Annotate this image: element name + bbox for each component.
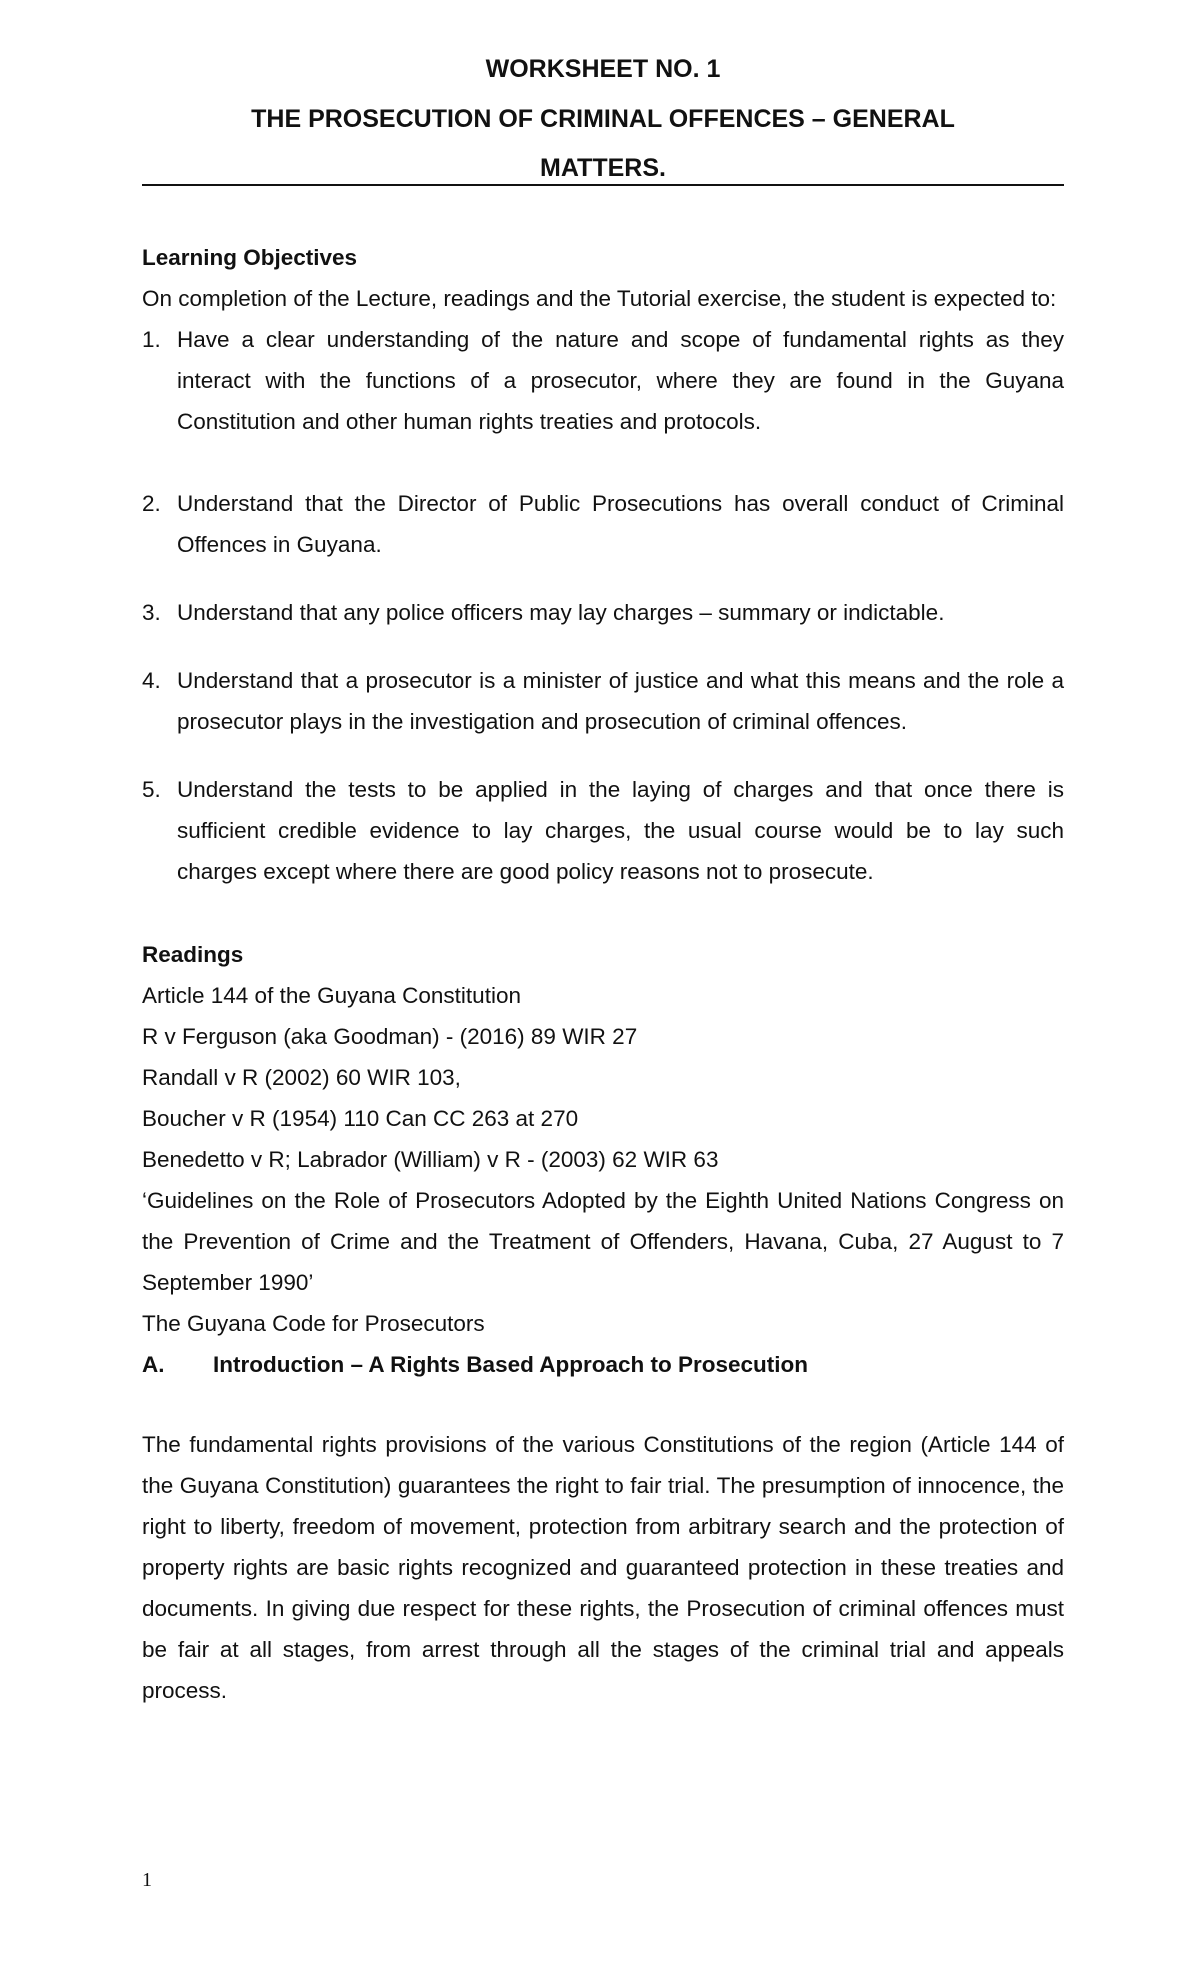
title-divider (142, 184, 1064, 186)
reading-item: Boucher v R (1954) 110 Can CC 263 at 270 (142, 1106, 579, 1131)
objective-item-2 (142, 483, 1064, 565)
objective-text: Have a clear understanding of the nature and scope of fundamental rights as they interact with the functions of a prosecutor, where they are found in the Guyana Constitution and other human rights treaties and protocols. (177, 327, 1064, 434)
objective-text: Understand the tests to be applied in the laying of charges and that once there is sufficient credible evidence to lay charges, the usual course would be to lay such charges except where there are good policy reasons not to prosecute. (177, 777, 1064, 884)
reading-item: Benedetto v R; Labrador (William) v R - (2003) 62 WIR 63 (142, 1147, 719, 1172)
section-title: Introduction – A Rights Based Approach to Prosecution (213, 1352, 809, 1377)
reading-item: ‘Guidelines on the Role of Prosecutors Adopted by the Eighth United Nations Congress on the Prevention of Crime and the Treatment of Offenders, Havana, Cuba, 27 August to 7 September 1990’ (142, 1188, 1064, 1295)
reading-item: The Guyana Code for Prosecutors (142, 1311, 485, 1336)
reading-item: Randall v R (2002) 60 WIR 103, (142, 1065, 461, 1090)
worksheet-subtitle-line-1: THE PROSECUTION OF CRIMINAL OFFENCES – GENERAL (251, 105, 955, 133)
objective-item-3 (142, 592, 1064, 633)
objective-item-1 (142, 319, 1064, 442)
objective-text: Understand that a prosecutor is a minister of justice and what this means and the role a prosecutor plays in the investigation and prosecution of criminal offences. (177, 668, 1064, 734)
objective-number: 1. (142, 327, 161, 352)
objective-number: 4. (142, 668, 161, 693)
objective-number: 2. (142, 491, 161, 516)
objective-number: 5. (142, 777, 161, 802)
objective-text: Understand that any police officers may lay charges – summary or indictable. (177, 600, 945, 625)
objective-item-5 (142, 769, 1064, 892)
worksheet-subtitle-line-2: MATTERS. (540, 154, 666, 182)
reading-item: R v Ferguson (aka Goodman) - (2016) 89 WIR 27 (142, 1024, 638, 1049)
readings-heading: Readings (142, 942, 244, 967)
objective-number: 3. (142, 600, 161, 625)
learning-objectives-intro: On completion of the Lecture, readings and the Tutorial exercise, the student is expected to: (142, 286, 1057, 311)
learning-objectives-heading: Learning Objectives (142, 245, 358, 270)
section-a-paragraph: The fundamental rights provisions of the various Constitutions of the region (Article 144 of the Guyana Constitution) guarantees the right to fair trial. The presumption of innocence, the right to liberty, freedom of movement, protection from arbitrary search and the protection of property rights are basic rights recognized and guaranteed protection in these treaties and documents. In giving due respect for these rights, the Prosecution of criminal offences must be fair at all stages, from arrest through all the stages of the criminal trial and appeals process. (142, 1432, 1064, 1703)
worksheet-title: WORKSHEET NO. 1 (485, 55, 721, 83)
document-body (142, 237, 1064, 1711)
section-a-heading (142, 1344, 1064, 1385)
reading-item: Article 144 of the Guyana Constitution (142, 983, 521, 1008)
page-number: 1 (142, 1869, 152, 1891)
objective-text: Understand that the Director of Public Prosecutions has overall conduct of Criminal Offences in Guyana. (177, 491, 1064, 557)
objective-item-4 (142, 660, 1064, 742)
section-letter: A. (142, 1352, 165, 1377)
